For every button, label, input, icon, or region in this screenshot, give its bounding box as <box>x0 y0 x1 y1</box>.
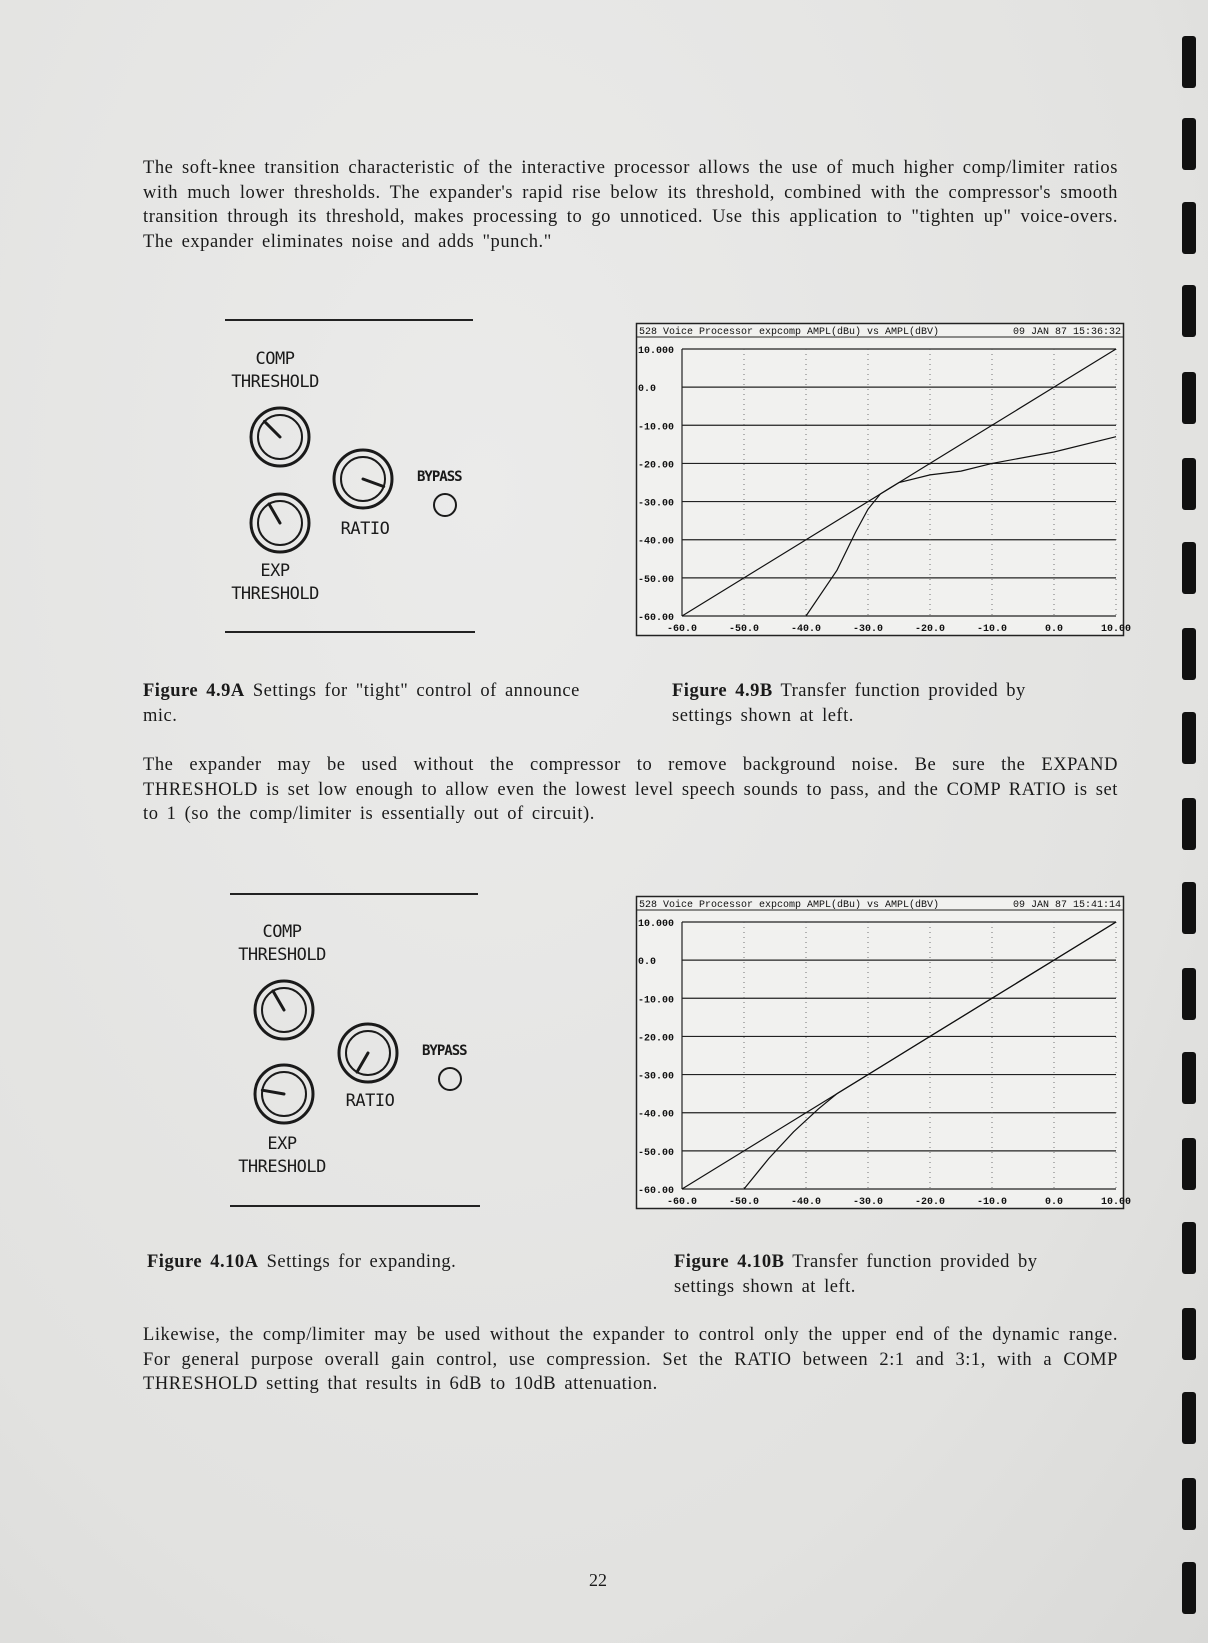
y-tick-label: -60.00 <box>638 1186 675 1197</box>
graph-title: 528 Voice Processor expcomp AMPL(dBu) vs AMPL(dBV) <box>639 327 940 338</box>
comp-threshold-knob[interactable] <box>252 978 316 1042</box>
knob-pointer <box>357 1053 368 1072</box>
binder-hole <box>1182 1308 1196 1360</box>
bypass-button[interactable] <box>432 492 458 518</box>
panel-top-rule <box>225 319 473 321</box>
exp-threshold-label <box>222 1133 342 1179</box>
binder-hole <box>1182 712 1196 764</box>
x-tick-label: -20.0 <box>914 624 946 635</box>
ratio-label: RATIO <box>345 1091 395 1111</box>
x-tick-label: -50.0 <box>728 1197 760 1208</box>
intro-paragraph: The soft-knee transition characteristic of the interactive processor allows the use of much higher comp/limiter ratios with much lower thresholds. The expander's rapid rise below its threshold, combined with the compressor's smooth transition through its threshold, makes processing to go unnoticed. Use this application to "tighten up" voice-overs. The expander eliminates noise and adds "punch." <box>143 158 1118 252</box>
x-tick-label: 0.0 <box>1044 624 1064 635</box>
expander-paragraph: The expander may be used without the compressor to remove background noise. Be sure the EXPAND THRESHOLD is set low enough to allow even the lowest level speech sounds to pass, and the COMP RATIO is set to 1 (so the comp/limiter is essentially out of circuit). <box>143 755 1118 825</box>
binder-hole <box>1182 36 1196 88</box>
caption-number: Figure 4.9A <box>143 681 245 701</box>
graph-timestamp: 09 JAN 87 15:41:14 <box>1012 900 1121 911</box>
transfer-function-graph-4-9B <box>636 323 1132 636</box>
x-tick-label: 0.0 <box>1044 1197 1064 1208</box>
x-tick-label: 10.00 <box>1100 624 1132 635</box>
panel-bottom-rule <box>230 1205 480 1207</box>
caption-4-10A <box>147 1250 587 1275</box>
graph-frame <box>637 324 1124 636</box>
caption-text: Settings for "tight" control of announce mic. <box>143 681 580 726</box>
x-tick-label: -10.0 <box>976 1197 1008 1208</box>
compressor-paragraph: Likewise, the comp/limiter may be used without the expander to control only the upper end of the dynamic range. For general purpose overall gain control, use compression. Set the RATIO between 2:1 and 3:1, with a COMP THRESHOLD setting that results in 6dB to 10dB attenuation. <box>143 1325 1118 1395</box>
y-tick-label: -30.00 <box>638 1071 675 1083</box>
x-tick-label: -40.0 <box>790 1197 822 1208</box>
comp-label-line1: COMP <box>262 922 302 942</box>
y-tick-label: 10.000 <box>638 919 675 930</box>
knob-pointer <box>363 479 384 487</box>
y-tick-label: -50.00 <box>638 1147 675 1159</box>
comp-threshold-knob[interactable] <box>248 405 312 469</box>
binder-hole <box>1182 968 1196 1020</box>
binder-hole <box>1182 1562 1196 1614</box>
caption-text: Settings for expanding. <box>266 1252 457 1272</box>
exp-threshold-knob[interactable] <box>248 491 312 555</box>
knob-pointer <box>262 1090 284 1094</box>
binder-hole <box>1182 372 1196 424</box>
caption-text: Transfer function provided by settings shown at left. <box>672 681 1026 726</box>
threshold-label-line2: THRESHOLD <box>231 372 319 392</box>
exp-threshold-label-line2: THRESHOLD <box>238 1157 326 1177</box>
transfer-function-graph-4-10B <box>636 896 1132 1209</box>
caption-number: Figure 4.10A <box>147 1252 259 1272</box>
binder-hole <box>1182 1478 1196 1530</box>
ratio-label: RATIO <box>340 519 390 539</box>
caption-number: Figure 4.10B <box>674 1252 785 1272</box>
x-tick-label: 10.00 <box>1100 1197 1132 1208</box>
binder-hole <box>1182 285 1196 337</box>
y-tick-label: -10.00 <box>638 422 675 434</box>
x-tick-label: -30.0 <box>852 624 884 635</box>
y-tick-label: -10.00 <box>638 995 675 1007</box>
exp-threshold-label-line2: THRESHOLD <box>231 584 319 604</box>
binder-hole <box>1182 1052 1196 1104</box>
knob-pointer <box>269 504 280 523</box>
graph-frame <box>637 897 1124 1209</box>
caption-4-10B <box>674 1250 1054 1300</box>
ratio-knob[interactable] <box>336 1021 400 1085</box>
y-tick-label: -40.00 <box>638 536 675 548</box>
y-tick-label: 0.0 <box>638 957 657 969</box>
ratio-knob[interactable] <box>331 447 395 511</box>
x-tick-label: -50.0 <box>728 624 760 635</box>
y-tick-label: -30.00 <box>638 498 675 510</box>
knob-pointer <box>264 421 280 437</box>
x-tick-label: -20.0 <box>914 1197 946 1208</box>
y-tick-label: -20.00 <box>638 1033 675 1045</box>
panel-bottom-rule <box>225 631 475 633</box>
caption-4-9A <box>143 679 598 729</box>
binder-hole <box>1182 118 1196 170</box>
binder-hole <box>1182 1222 1196 1274</box>
bypass-label: BYPASS <box>422 1043 467 1059</box>
caption-4-9B <box>672 679 1092 729</box>
y-tick-label: -60.00 <box>638 613 675 624</box>
panel-top-rule <box>230 893 478 895</box>
graph-timestamp: 09 JAN 87 15:36:32 <box>1012 327 1121 338</box>
x-tick-label: -40.0 <box>790 624 822 635</box>
comp-threshold-label <box>215 348 335 394</box>
caption-text: Transfer function provided by settings shown at left. <box>674 1252 1038 1297</box>
knob-pointer <box>273 991 284 1010</box>
binder-hole <box>1182 458 1196 510</box>
comp-threshold-label <box>222 921 342 967</box>
binder-hole <box>1182 1392 1196 1444</box>
y-tick-label: -40.00 <box>638 1109 675 1121</box>
bypass-label: BYPASS <box>417 469 462 485</box>
y-tick-label: -20.00 <box>638 460 675 472</box>
y-tick-label: 10.000 <box>638 346 675 357</box>
threshold-label-line2: THRESHOLD <box>238 945 326 965</box>
binder-hole <box>1182 202 1196 254</box>
binder-hole <box>1182 542 1196 594</box>
comp-label-line1: COMP <box>255 349 295 369</box>
x-tick-label: -60.0 <box>666 624 698 635</box>
y-tick-label: -50.00 <box>638 574 675 586</box>
bypass-button[interactable] <box>437 1066 463 1092</box>
binder-hole <box>1182 1138 1196 1190</box>
exp-label-line1: EXP <box>267 1134 297 1154</box>
exp-threshold-knob[interactable] <box>252 1062 316 1126</box>
binder-hole <box>1182 798 1196 850</box>
x-tick-label: -60.0 <box>666 1197 698 1208</box>
exp-threshold-label <box>215 560 335 606</box>
x-tick-label: -10.0 <box>976 624 1008 635</box>
caption-number: Figure 4.9B <box>672 681 773 701</box>
x-tick-label: -30.0 <box>852 1197 884 1208</box>
exp-label-line1: EXP <box>260 561 290 581</box>
binder-hole <box>1182 628 1196 680</box>
graph-title: 528 Voice Processor expcomp AMPL(dBu) vs AMPL(dBV) <box>639 900 940 911</box>
binder-hole <box>1182 882 1196 934</box>
y-tick-label: 0.0 <box>638 384 657 396</box>
page-number: 22 <box>589 1570 607 1590</box>
